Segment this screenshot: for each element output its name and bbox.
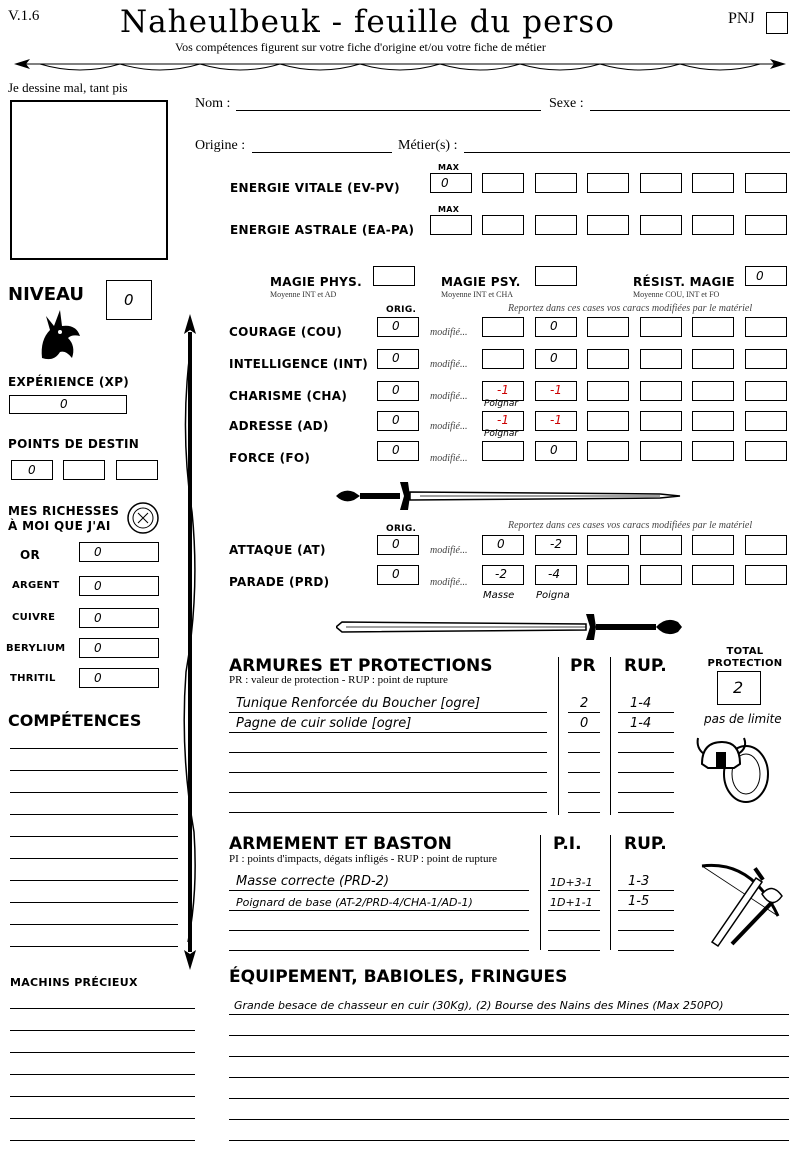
armor-line[interactable]: [229, 712, 547, 713]
ev-max-label: MAX: [438, 163, 460, 172]
at-mod-box[interactable]: [535, 535, 577, 555]
int-orig: 0: [392, 351, 400, 365]
at-orig-box[interactable]: [377, 535, 419, 555]
magie-psy-box[interactable]: [535, 266, 577, 286]
wealth-label-2: À MOI QUE J'AI: [8, 519, 111, 533]
equipment-line[interactable]: [229, 1077, 789, 1078]
prd-orig-box[interactable]: [377, 565, 419, 585]
weapon-line[interactable]: [618, 890, 674, 891]
precious-line[interactable]: [10, 1008, 195, 1009]
total-protection-label-1: TOTAL: [726, 646, 764, 657]
destin-box[interactable]: [116, 460, 158, 480]
combat-orig-label: ORIG.: [386, 524, 417, 534]
competence-line[interactable]: [10, 770, 178, 771]
armor-item-name: Tunique Renforcée du Boucher [ogre]: [236, 696, 481, 711]
ea-box[interactable]: [640, 215, 682, 235]
armor-col-divider: [610, 657, 611, 815]
ev-box[interactable]: [482, 173, 524, 193]
niveau-box[interactable]: [106, 280, 152, 320]
cha-mod-box[interactable]: [745, 381, 787, 401]
or-box[interactable]: [79, 542, 159, 562]
ev-box[interactable]: [535, 173, 577, 193]
ad-mod2-value: -1: [550, 413, 562, 427]
prd-mod1-value: -2: [495, 567, 507, 581]
cou-mod-box[interactable]: [535, 317, 577, 337]
int-orig-box[interactable]: [377, 349, 419, 369]
competence-line[interactable]: [10, 814, 178, 815]
pnj-checkbox[interactable]: [766, 12, 788, 34]
competence-line[interactable]: [10, 902, 178, 903]
ad-mod-note: Poignar: [484, 429, 519, 439]
attr-hint: Reportez dans ces cases vos caracs modifiées par le matériel: [508, 303, 753, 314]
dragon-icon: [32, 306, 88, 364]
destin-value: 0: [28, 463, 36, 477]
competence-line[interactable]: [10, 880, 178, 881]
weapon-item-pi: 1D+3-1: [550, 876, 593, 889]
cha-orig-box[interactable]: [377, 381, 419, 401]
ev-box[interactable]: [587, 173, 629, 193]
sexe-label: Sexe :: [549, 96, 584, 111]
at-mod1-value: 0: [497, 537, 505, 551]
total-protection-box[interactable]: [717, 671, 761, 705]
ev-box[interactable]: [745, 173, 787, 193]
equipment-line[interactable]: [229, 1056, 789, 1057]
resist-magie-box[interactable]: [745, 266, 787, 286]
page-title: Naheulbeuk - feuille du perso: [120, 4, 615, 40]
cou-mod-box[interactable]: [745, 317, 787, 337]
ad-mod1-value: -1: [497, 413, 509, 427]
portrait-box[interactable]: [10, 100, 168, 260]
weapons-col-divider: [610, 835, 611, 950]
armor-item-pr: 2: [580, 696, 589, 711]
combat-hint: Reportez dans ces cases vos caracs modifiées par le matériel: [508, 520, 753, 531]
fo-mod-box[interactable]: [535, 441, 577, 461]
weapon-line[interactable]: [618, 950, 674, 951]
nom-label: Nom :: [195, 96, 231, 111]
weapon-item-pi: 1D+1-1: [550, 896, 593, 909]
staff-icon: [178, 312, 202, 972]
armor-line[interactable]: [568, 772, 600, 773]
ev-box[interactable]: [692, 173, 734, 193]
cha-mod-box[interactable]: [692, 381, 734, 401]
weapon-line[interactable]: [548, 930, 600, 931]
prd-note-1: Masse: [483, 590, 515, 601]
armor-line[interactable]: [568, 712, 600, 713]
cou-orig-box[interactable]: [377, 317, 419, 337]
magie-phys-note: Moyenne INT et AD: [270, 290, 337, 299]
armor-line[interactable]: [618, 772, 674, 773]
niveau-label: NIVEAU: [8, 284, 84, 305]
cha-mod-note: Poignar: [484, 399, 519, 409]
int-mod-box[interactable]: [535, 349, 577, 369]
sword-icon: [336, 608, 686, 644]
ev-label: ENERGIE VITALE (EV-PV): [230, 181, 400, 195]
equipment-line[interactable]: [229, 1119, 789, 1120]
modifie-label: modifié...: [430, 421, 468, 432]
at-mod-box[interactable]: [640, 535, 682, 555]
weapon-line[interactable]: [548, 950, 600, 951]
cuivre-label: CUIVRE: [12, 612, 56, 623]
armor-line[interactable]: [229, 812, 547, 813]
modifie-label: modifié...: [430, 577, 468, 588]
fo-orig-box[interactable]: [377, 441, 419, 461]
at-label: ATTAQUE (AT): [229, 543, 326, 557]
ea-box[interactable]: [535, 215, 577, 235]
ea-max-box[interactable]: [430, 215, 472, 235]
competence-line[interactable]: [10, 858, 178, 859]
equipment-line[interactable]: [229, 1035, 789, 1036]
int-mod-box[interactable]: [482, 349, 524, 369]
precious-line[interactable]: [10, 1052, 195, 1053]
ad-mod-box[interactable]: [640, 411, 682, 431]
at-orig: 0: [392, 537, 400, 551]
at-mod-box[interactable]: [745, 535, 787, 555]
cou-orig: 0: [392, 319, 400, 333]
sword-icon: [330, 478, 686, 514]
cou-mod-value: 0: [550, 319, 558, 333]
sexe-field[interactable]: [590, 110, 790, 111]
ad-mod-box[interactable]: [745, 411, 787, 431]
armor-line[interactable]: [568, 752, 600, 753]
xp-box[interactable]: [9, 395, 127, 414]
ea-box[interactable]: [692, 215, 734, 235]
argent-box[interactable]: [79, 576, 159, 596]
armor-line[interactable]: [229, 772, 547, 773]
armor-note: PR : valeur de protection - RUP : point de rupture: [229, 674, 448, 686]
no-limit-note: pas de limite: [704, 712, 782, 726]
armor-line[interactable]: [618, 732, 674, 733]
int-mod-box[interactable]: [745, 349, 787, 369]
cha-orig: 0: [392, 383, 400, 397]
berylium-label: BERYLIUM: [6, 643, 66, 654]
modifie-label: modifié...: [430, 545, 468, 556]
armor-col-divider: [558, 657, 559, 815]
cuivre-box[interactable]: [79, 608, 159, 628]
prd-mod-box[interactable]: [692, 565, 734, 585]
equipment-line[interactable]: [229, 1014, 789, 1015]
armor-line[interactable]: [618, 752, 674, 753]
fo-mod-box[interactable]: [587, 441, 629, 461]
weapon-line[interactable]: [229, 930, 529, 931]
version-label: V.1.6: [8, 8, 40, 24]
modifie-label: modifié...: [430, 359, 468, 370]
orig-label: ORIG.: [386, 305, 417, 315]
armor-line[interactable]: [229, 752, 547, 753]
cha-mod-box[interactable]: [482, 381, 524, 401]
resist-magie-value: 0: [756, 269, 764, 283]
ea-box[interactable]: [587, 215, 629, 235]
ad-mod-box[interactable]: [587, 411, 629, 431]
armor-line[interactable]: [229, 732, 547, 733]
ad-orig: 0: [392, 413, 400, 427]
weapon-line[interactable]: [229, 910, 529, 911]
armor-line[interactable]: [618, 712, 674, 713]
weapon-item-name: Poignard de base (AT-2/PRD-4/CHA-1/AD-1): [236, 896, 473, 909]
modifie-label: modifié...: [430, 391, 468, 402]
int-label: INTELLIGENCE (INT): [229, 357, 368, 371]
int-mod-box[interactable]: [587, 349, 629, 369]
cou-mod-box[interactable]: [692, 317, 734, 337]
weapons-col-divider: [540, 835, 541, 950]
pnj-label: PNJ: [728, 10, 755, 27]
or-value: 0: [94, 545, 102, 559]
armor-line[interactable]: [229, 792, 547, 793]
thritil-label: THRITIL: [10, 673, 56, 684]
weapon-line[interactable]: [548, 890, 600, 891]
berylium-value: 0: [94, 641, 102, 655]
precious-line[interactable]: [10, 1118, 195, 1119]
ev-value: 0: [441, 176, 449, 190]
coin-icon: [126, 501, 160, 535]
origine-label: Origine :: [195, 138, 246, 153]
cou-mod-box[interactable]: [640, 317, 682, 337]
competence-line[interactable]: [10, 748, 178, 749]
metier-field[interactable]: [464, 152, 790, 153]
weapon-line[interactable]: [548, 910, 600, 911]
precious-line[interactable]: [10, 1074, 195, 1075]
int-mod-box[interactable]: [692, 349, 734, 369]
weapon-item-rup: 1-5: [628, 894, 650, 909]
armor-line[interactable]: [568, 812, 600, 813]
fo-mod-value: 0: [550, 443, 558, 457]
destin-box[interactable]: [11, 460, 53, 480]
prd-mod-box[interactable]: [482, 565, 524, 585]
weapon-line[interactable]: [229, 890, 529, 891]
helmet-shield-icon: [694, 728, 774, 808]
destin-label: POINTS DE DESTIN: [8, 437, 140, 451]
at-mod-box[interactable]: [587, 535, 629, 555]
cou-mod-box[interactable]: [482, 317, 524, 337]
fo-mod-box[interactable]: [745, 441, 787, 461]
cha-mod2-value: -1: [550, 383, 562, 397]
armor-line[interactable]: [618, 792, 674, 793]
ev-box[interactable]: [640, 173, 682, 193]
metier-label: Métier(s) :: [398, 138, 458, 153]
destin-box[interactable]: [63, 460, 105, 480]
competences-label: COMPÉTENCES: [8, 711, 142, 730]
cha-mod1-value: -1: [497, 383, 509, 397]
prd-mod-box[interactable]: [745, 565, 787, 585]
weapons-note: PI : points d'impacts, dégats infligés - RUP : point de rupture: [229, 853, 497, 865]
prd-mod2-value: -4: [548, 567, 560, 581]
at-mod-box[interactable]: [482, 535, 524, 555]
thritil-box[interactable]: [79, 668, 159, 688]
int-mod-box[interactable]: [640, 349, 682, 369]
xp-label: EXPÉRIENCE (XP): [8, 375, 130, 389]
magie-phys-box[interactable]: [373, 266, 415, 286]
modifie-label: modifié...: [430, 327, 468, 338]
cha-label: CHARISME (CHA): [229, 389, 348, 403]
magie-psy-label: MAGIE PSY.: [441, 275, 521, 289]
fo-label: FORCE (FO): [229, 451, 311, 465]
ea-box[interactable]: [745, 215, 787, 235]
fo-mod-box[interactable]: [482, 441, 524, 461]
argent-value: 0: [94, 579, 102, 593]
fo-orig: 0: [392, 443, 400, 457]
magie-phys-label: MAGIE PHYS.: [270, 275, 362, 289]
thritil-value: 0: [94, 671, 102, 685]
armor-pr-header: PR: [570, 656, 596, 676]
at-mod2-value: -2: [550, 537, 562, 551]
total-protection-label-2: PROTECTION: [707, 658, 783, 669]
ea-max-label: MAX: [438, 205, 460, 214]
fo-mod-box[interactable]: [640, 441, 682, 461]
cha-mod-box[interactable]: [640, 381, 682, 401]
precious-line[interactable]: [10, 1096, 195, 1097]
armor-item-pr: 0: [580, 716, 589, 731]
weapon-line[interactable]: [229, 950, 529, 951]
weapon-line[interactable]: [618, 930, 674, 931]
fo-mod-box[interactable]: [692, 441, 734, 461]
berylium-box[interactable]: [79, 638, 159, 658]
armor-rup-header: RUP.: [624, 656, 667, 676]
total-protection-value: 2: [733, 678, 744, 697]
prd-note-2: Poigna: [536, 590, 570, 601]
armor-item-rup: 1-4: [630, 716, 652, 731]
weapons-rup-header: RUP.: [624, 834, 667, 854]
weapons-pi-header: P.I.: [553, 834, 582, 854]
ev-max-box[interactable]: [430, 173, 472, 193]
magie-psy-note: Moyenne INT et CHA: [441, 290, 514, 299]
subtitle: Vos compétences figurent sur votre fiche d'origine et/ou votre fiche de métier: [175, 40, 546, 54]
ad-orig-box[interactable]: [377, 411, 419, 431]
armor-line[interactable]: [568, 792, 600, 793]
modifie-label: modifié...: [430, 453, 468, 464]
xp-value: 0: [60, 397, 68, 411]
prd-orig: 0: [392, 567, 400, 581]
weapon-line[interactable]: [618, 910, 674, 911]
weapons-icon: [692, 856, 788, 952]
nom-field[interactable]: [236, 110, 541, 111]
competence-line[interactable]: [10, 792, 178, 793]
at-mod-box[interactable]: [692, 535, 734, 555]
prd-label: PARADE (PRD): [229, 575, 330, 589]
cou-mod-box[interactable]: [587, 317, 629, 337]
ea-box[interactable]: [482, 215, 524, 235]
ad-mod-box[interactable]: [692, 411, 734, 431]
ad-mod-box[interactable]: [535, 411, 577, 431]
or-label: OR: [20, 548, 41, 562]
ad-mod-box[interactable]: [482, 411, 524, 431]
armor-item-name: Pagne de cuir solide [ogre]: [236, 716, 412, 731]
resist-magie-note: Moyenne COU, INT et FO: [633, 290, 720, 299]
cuivre-value: 0: [94, 611, 102, 625]
flourish-divider: [10, 54, 790, 78]
armor-line[interactable]: [568, 732, 600, 733]
equipment-line[interactable]: [229, 1140, 789, 1141]
competence-line[interactable]: [10, 946, 178, 947]
prd-mod-box[interactable]: [587, 565, 629, 585]
precious-line[interactable]: [10, 1140, 195, 1141]
prd-mod-box[interactable]: [640, 565, 682, 585]
equipment-line-1-text: Grande besace de chasseur en cuir (30Kg), (2) Bourse des Nains des Mines (Max 250PO): [234, 999, 724, 1012]
ea-label: ENERGIE ASTRALE (EA-PA): [230, 223, 415, 237]
resist-magie-label: RÉSIST. MAGIE: [633, 275, 735, 289]
wealth-label-1: MES RICHESSES: [8, 504, 120, 518]
portrait-caption: Je dessine mal, tant pis: [8, 80, 128, 95]
niveau-value: 0: [124, 291, 134, 309]
cha-mod-box[interactable]: [587, 381, 629, 401]
precious-line[interactable]: [10, 1030, 195, 1031]
weapon-item-name: Masse correcte (PRD-2): [236, 874, 390, 889]
ad-label: ADRESSE (AD): [229, 419, 329, 433]
prd-mod-box[interactable]: [535, 565, 577, 585]
competence-line[interactable]: [10, 836, 178, 837]
armor-title: ARMURES ET PROTECTIONS: [229, 656, 493, 676]
cou-label: COURAGE (COU): [229, 325, 343, 339]
weapons-title: ARMEMENT ET BASTON: [229, 834, 452, 854]
equipment-line[interactable]: [229, 1098, 789, 1099]
cha-mod-box[interactable]: [535, 381, 577, 401]
int-mod-value: 0: [550, 351, 558, 365]
equipment-title: ÉQUIPEMENT, BABIOLES, FRINGUES: [229, 967, 568, 987]
competence-line[interactable]: [10, 924, 178, 925]
armor-item-rup: 1-4: [630, 696, 652, 711]
weapon-item-rup: 1-3: [628, 874, 650, 889]
argent-label: ARGENT: [12, 580, 60, 591]
armor-line[interactable]: [618, 812, 674, 813]
precious-label: MACHINS PRÉCIEUX: [10, 976, 138, 989]
origine-field[interactable]: [252, 152, 392, 153]
